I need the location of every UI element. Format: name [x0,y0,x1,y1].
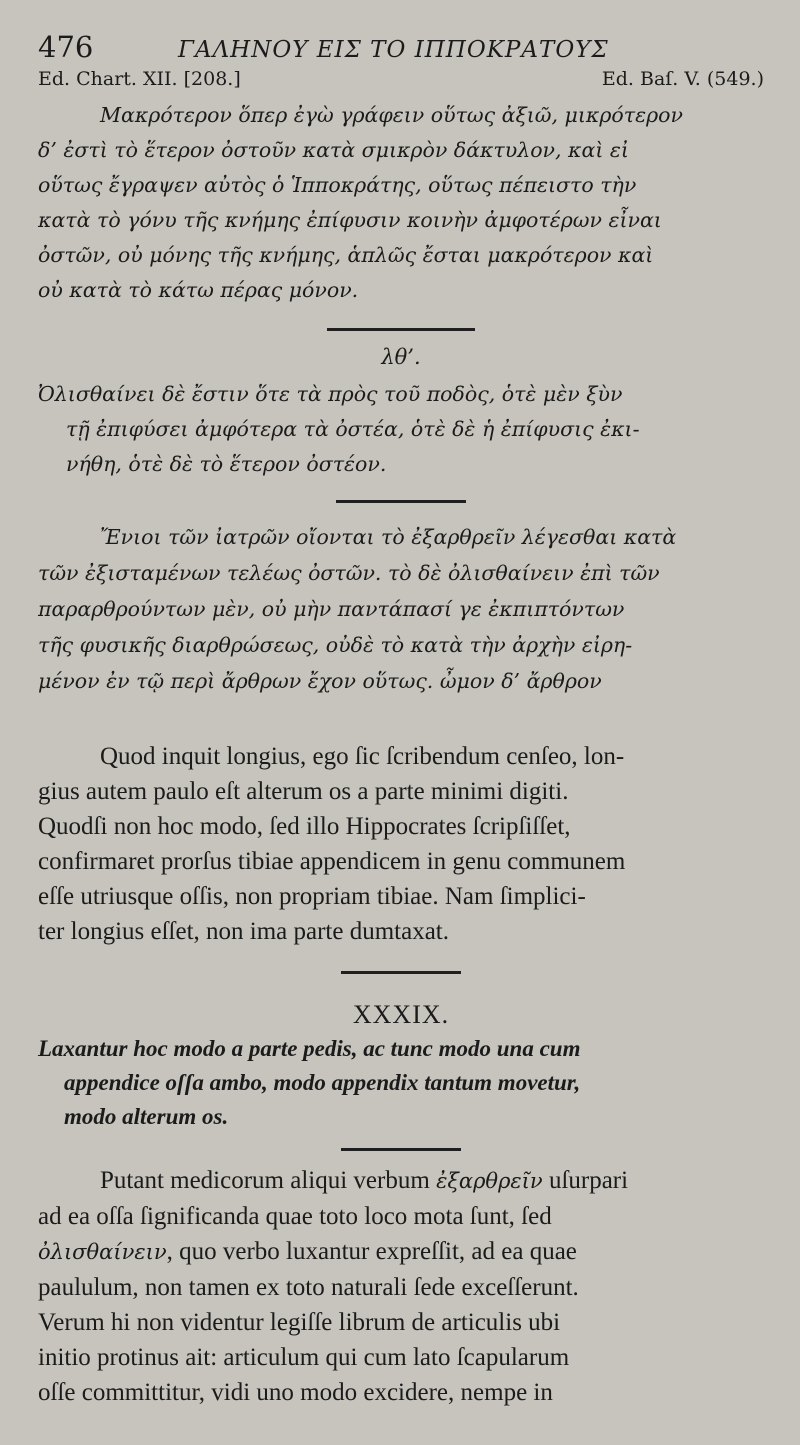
greek-term: ὀλισθαίνειν [38,1240,167,1264]
text-segment: paululum, non tamen ex toto naturali ſede exceſſerunt. [38,1274,579,1301]
text-line: νήθη, ὁτὲ δὲ τὸ ἕτερον ὀστέον. [66,452,387,476]
text-segment: initio protinus ait: articulum qui cum lato ſcapularum [38,1344,570,1371]
text-line: Ἔνιοι τῶν ἰατρῶν οἴονται τὸ ἐξαρθρεῖν λέγεσθαι κατὰ [100,525,677,549]
edition-references [38,68,764,96]
text-segment: oſſe committitur, vidi uno modo excidere, nempe in [38,1379,553,1406]
edition-right: Ed. Baſ. V. (549.) [601,68,764,90]
text-line [38,1305,764,1340]
greek-section-number: λθ’. [381,345,421,369]
text-line: eſſe utriusque oſſis, non propriam tibiae. Nam ſimplici- [38,883,586,910]
latin-commentary [38,1163,764,1410]
text-segment: ad ea oſſa ſignificanda quae toto loco mota ſunt, ſed [38,1203,552,1230]
text-line: κατὰ τὸ γόνυ τῆς κνήμης ἐπίφυσιν κοινὴν ἀμφοτέρων εἶναι [38,208,662,232]
text-line [38,1199,764,1234]
greek-term: ἐξαρθρεῖν [436,1169,543,1193]
text-line [38,1340,764,1375]
text-line: Laxantur hoc modo a parte pedis, ac tunc modo una cum [38,1036,581,1061]
text-line: τῆς φυσικῆς διαρθρώσεως, οὐδὲ τὸ κατὰ τὴν ἀρχὴν εἰρη- [38,633,633,657]
text-line: Ὀλισθαίνει δὲ ἔστιν ὅτε τὰ πρὸς τοῦ ποδὸς, ὁτὲ μὲν ξὺν [38,382,623,406]
text-line: Quodſi non hoc modo, ſed illo Hippocrates ſcripſiſſet, [38,813,571,840]
text-line: παραρθρούντων μὲν, οὐ μὴν παντάπασί γε ἐκπιπτόντων [38,597,625,621]
section-divider [327,328,475,331]
latin-section-number: XXXIX. [352,1000,450,1029]
text-line: τῇ ἐπιφύσει ἀμφότερα τὰ ὀστέα, ὁτὲ δὲ ἡ ἐπίφυσις ἐκι- [66,417,640,441]
text-line [38,1234,764,1270]
text-segment: Putant medicorum aliqui verbum [100,1167,437,1194]
page-number: 476 [38,30,94,64]
greek-lemma [38,377,764,482]
text-line: appendice oſſa ambo, modo appendix tantum movetur, [64,1070,581,1095]
text-line: ὀστῶν, οὐ μόνης τῆς κνήμης, ἁπλῶς ἔσται μακρότερον καὶ [38,243,654,267]
page-header [38,30,764,72]
text-line: ter longius eſſet, non ima parte dumtaxat. [38,918,449,945]
text-line: gius autem paulo eſt alterum os a parte minimi digiti. [38,778,569,805]
text-line: μένον ἐν τῷ περὶ ἄρθρων ἔχον οὕτως. ὦμον δ’ ἄρθρον [38,669,602,693]
text-line: confirmaret prorſus tibiae appendicem in genu communem [38,848,626,875]
text-line: Μακρότερον ὅπερ ἐγὼ γράφειν οὕτως ἀξιῶ, μικρότερον [100,103,683,127]
latin-comment [38,739,764,949]
section-divider [341,971,461,974]
running-title: ΓΑΛΗΝΟΥ ΕΙΣ ΤΟ ΙΠΠΟΚΡΑΤΟΥΣ [178,37,609,63]
text-line: modo alterum os. [64,1104,229,1129]
text-segment: , quo verbo luxantur expreſſit, ad ea quae [166,1238,577,1265]
greek-comment [38,98,764,308]
text-line [38,1270,764,1305]
text-line [38,1163,764,1199]
greek-commentary [38,519,764,699]
text-line: οὕτως ἔγραψεν αὐτὸς ὁ Ἱπποκράτης, οὕτως πέπειστο τὴν [38,173,637,197]
text-line: δ’ ἐστὶ τὸ ἕτερον ὀστοῦν κατὰ σμικρὸν δάκτυλον, καὶ εἰ [38,138,629,162]
text-line: Quod inquit longius, ego ſic ſcribendum cenſeo, lon- [100,743,625,770]
text-line: οὐ κατὰ τὸ κάτω πέρας μόνον. [38,278,359,302]
text-segment: uſurpari [542,1167,629,1194]
text-line [38,1375,764,1410]
edition-left: Ed. Chart. XII. [208.] [38,68,241,90]
latin-lemma [38,1032,764,1134]
text-segment: Verum hi non videntur legiſſe librum de articulis ubi [38,1309,561,1336]
text-line: τῶν ἐξισταμένων τελέως ὀστῶν. τὸ δὲ ὀλισθαίνειν ἐπὶ τῶν [38,561,660,585]
